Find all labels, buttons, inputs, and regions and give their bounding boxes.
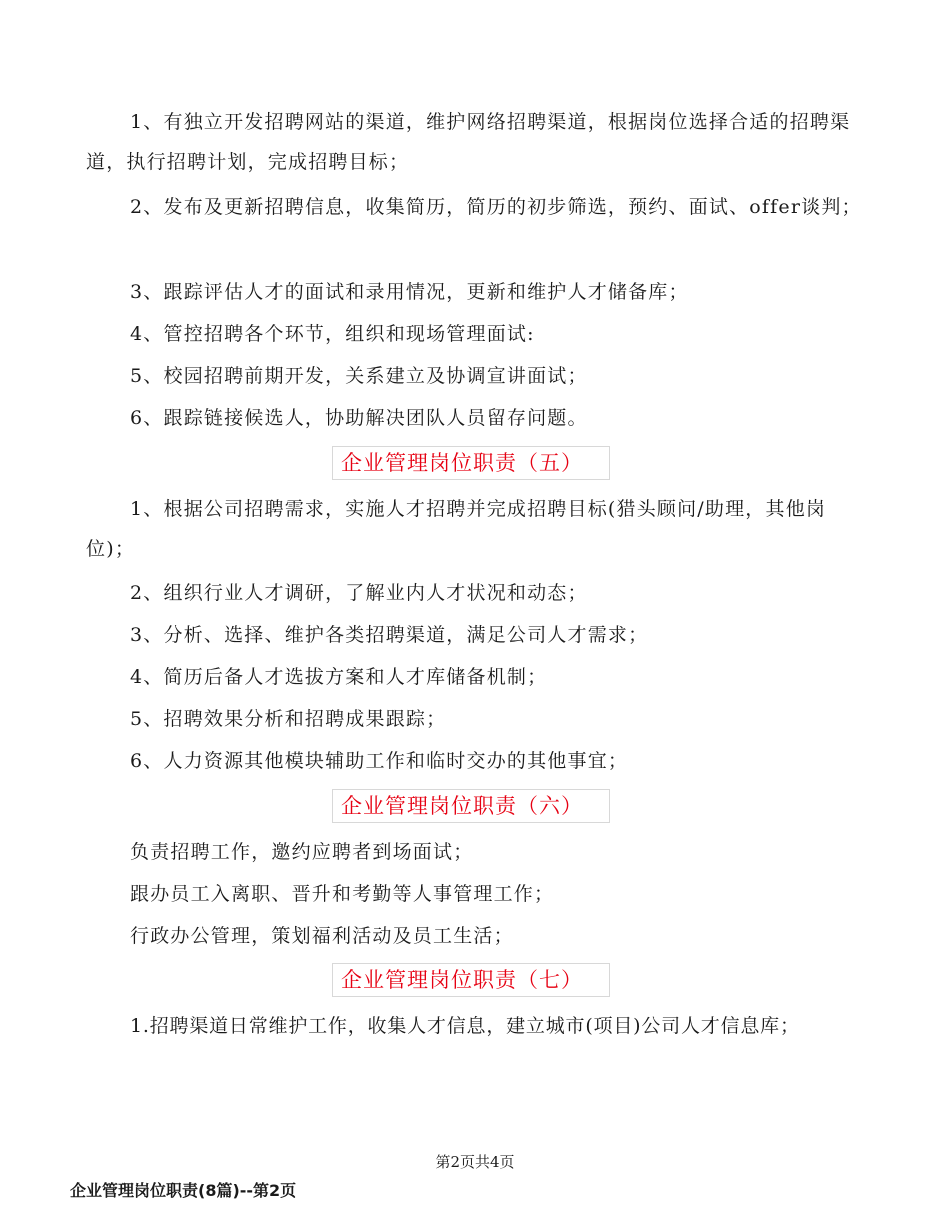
list-item: 5、校园招聘前期开发，关系建立及协调宣讲面试；: [130, 365, 588, 387]
list-item: 负责招聘工作，邀约应聘者到场面试；: [130, 841, 474, 863]
document-title: 企业管理岗位职责(8篇)--第2页: [70, 1181, 297, 1200]
list-item: 1、根据公司招聘需求，实施人才招聘并完成招聘目标(猎头顾问/助理，其他岗位)；: [86, 498, 827, 560]
list-item: 3、分析、选择、维护各类招聘渠道，满足公司人才需求；: [130, 624, 649, 646]
list-item: 4、简历后备人才选拔方案和人才库储备机制；: [130, 666, 548, 688]
list-item: 行政办公管理，策划福利活动及员工生活；: [130, 925, 514, 947]
list-item: 1、有独立开发招聘网站的渠道，维护网络招聘渠道，根据岗位选择合适的招聘渠道，执行招聘计划，完成招聘目标；: [86, 111, 851, 173]
section-heading: 企业管理岗位职责（六）: [332, 789, 610, 823]
list-item: 1.招聘渠道日常维护工作，收集人才信息，建立城市(项目)公司人才信息库；: [130, 1015, 800, 1037]
section-heading: 企业管理岗位职责（七）: [332, 963, 610, 997]
list-item: 6、跟踪链接候选人，协助解决团队人员留存问题。: [130, 407, 588, 429]
list-item: 6、人力资源其他模块辅助工作和临时交办的其他事宜；: [130, 750, 629, 772]
list-item: 3、跟踪评估人才的面试和录用情况，更新和维护人才储备库；: [130, 281, 689, 303]
list-item: 跟办员工入离职、晋升和考勤等人事管理工作；: [130, 883, 555, 905]
section-heading: 企业管理岗位职责（五）: [332, 446, 610, 480]
page-number: 第2页共4页: [435, 1153, 515, 1171]
list-item: 2、组织行业人才调研，了解业内人才状况和动态；: [130, 582, 588, 604]
list-item: 5、招聘效果分析和招聘成果跟踪；: [130, 708, 447, 730]
list-item: 4、管控招聘各个环节，组织和现场管理面试:: [130, 323, 535, 345]
list-item: 2、发布及更新招聘信息，收集简历，简历的初步筛选，预约、面试、offer谈判；: [130, 196, 862, 218]
